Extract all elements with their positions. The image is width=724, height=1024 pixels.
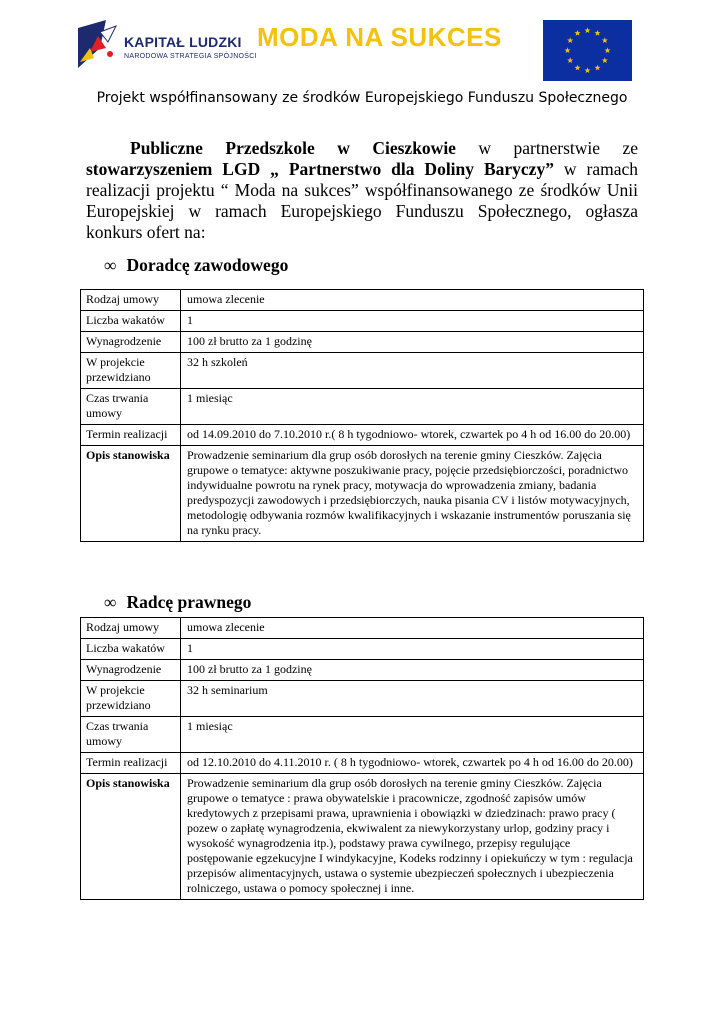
row-label: Termin realizacji <box>81 425 181 446</box>
project-name: MODA NA SUKCES <box>257 22 502 52</box>
row-value: umowa zlecenie <box>181 618 644 639</box>
table-row <box>81 425 644 446</box>
intro-partner: stowarzyszeniem LGD „ Partnerstwo dla Doliny Baryczy” <box>86 159 554 179</box>
table-row <box>81 389 644 425</box>
intro-paragraph <box>86 138 638 243</box>
section-title: Doradcę zawodowego <box>126 255 289 275</box>
logo-title: KAPITAŁ LUDZKI <box>124 34 242 50</box>
table-row <box>81 618 644 639</box>
row-value: od 14.09.2010 do 7.10.2010 r.( 8 h tygodniowo- wtorek, czwartek po 4 h od 16.00 do 20.00) <box>181 425 644 446</box>
row-label: W projekcie przewidziano <box>81 353 181 389</box>
table-row <box>81 446 644 542</box>
row-label: W projekcie przewidziano <box>81 681 181 717</box>
eu-flag-icon <box>543 20 632 81</box>
row-value: 100 zł brutto za 1 godzinę <box>181 660 644 681</box>
row-value: 1 <box>181 639 644 660</box>
offer-table-radca <box>80 617 644 900</box>
table-row <box>81 660 644 681</box>
row-value: 32 h szkoleń <box>181 353 644 389</box>
row-value: od 12.10.2010 do 4.11.2010 r. ( 8 h tygodniowo- wtorek, czwartek po 4 h od 16.00 do 20.00) <box>181 753 644 774</box>
row-label: Liczba wakatów <box>81 311 181 332</box>
section-title: Radcę prawnego <box>126 592 252 612</box>
table-row <box>81 353 644 389</box>
row-label: Czas trwania umowy <box>81 717 181 753</box>
intro-text-1: w partnerstwie ze <box>455 138 639 158</box>
row-label: Rodzaj umowy <box>81 290 181 311</box>
table-row <box>81 639 644 660</box>
row-value: 32 h seminarium <box>181 681 644 717</box>
table-row <box>81 681 644 717</box>
table-row <box>81 332 644 353</box>
cofinancing-subtitle: Projekt współfinansowany ze środków Europejskiego Funduszu Społecznego <box>96 90 628 106</box>
logo-subtitle: NARODOWA STRATEGIA SPÓJNOŚCI <box>124 53 257 60</box>
table-row <box>81 717 644 753</box>
table-row <box>81 311 644 332</box>
row-label: Opis stanowiska <box>81 446 181 542</box>
section-heading-doradca <box>104 255 288 276</box>
kapital-ludzki-logo <box>76 18 256 74</box>
row-value: Prowadzenie seminarium dla grup osób dorosłych na terenie gminy Cieszków. Zajęcia grupowe o tematyce : prawa obywatelskie i pracownicze, zgodność zapisów umów kredytowych z przepisami prawa, uprawnienia i obowiązki w dziedzinach: prawo pracy ( pozew o zapłatę wynagrodzenia, ekwiwalent za niewykorzystany urlop, godziny pracy i wysokość wynagrodzenia itp.), podstawy prawa cywilnego, przepisy regulujące postępowanie egzekucyjne I windykacyjne, Kodeks rodzinny i opiekuńczy w tym : regulacja przepisów alimentacyjnych, ustawa o systemie ubezpieczeń społecznych i ubezpieczenia rolniczego, ustawa o pomocy społecznej i inne. <box>181 774 644 900</box>
row-label: Wynagrodzenie <box>81 332 181 353</box>
row-value: umowa zlecenie <box>181 290 644 311</box>
infinity-bullet-icon: ∞ <box>104 255 117 275</box>
row-label: Termin realizacji <box>81 753 181 774</box>
table-row <box>81 753 644 774</box>
table-row <box>81 290 644 311</box>
page-header <box>0 0 724 106</box>
row-label: Wynagrodzenie <box>81 660 181 681</box>
intro-text-2: w ramach realizacji projektu “ Moda na sukces” współfinansowanego ze środków Unii Europejskiej w ramach Europejskiego Funduszu Społecznego, ogłasza konkurs ofert na: <box>86 159 638 242</box>
table-row <box>81 774 644 900</box>
row-value: 1 miesiąc <box>181 389 644 425</box>
row-value: Prowadzenie seminarium dla grup osób dorosłych na terenie gminy Cieszków. Zajęcia grupowe o tematyce: aktywne poszukiwanie pracy, pojęcie przedsiębiorczości, poradnictwo indywidualne powrotu na rynek pracy, motywacja do wprowadzenia zmiany, badania predyspozycji zawodowych i przedsiębiorczych, nauka pisania CV i listów motywacyjnych, metodologię odbywania rozmów kwalifikacyjnych i wskazanie instrumentów poruszania się na rynku pracy. <box>181 446 644 542</box>
section-heading-radca <box>104 592 251 613</box>
row-label: Liczba wakatów <box>81 639 181 660</box>
row-value: 1 <box>181 311 644 332</box>
row-value: 1 miesiąc <box>181 717 644 753</box>
row-label: Opis stanowiska <box>81 774 181 900</box>
offer-table-doradca <box>80 289 644 542</box>
intro-institution: Publiczne Przedszkole w Cieszkowie <box>130 138 456 158</box>
kapital-ludzki-star-icon <box>76 18 120 70</box>
row-label: Czas trwania umowy <box>81 389 181 425</box>
row-value: 100 zł brutto za 1 godzinę <box>181 332 644 353</box>
infinity-bullet-icon: ∞ <box>104 592 117 612</box>
row-label: Rodzaj umowy <box>81 618 181 639</box>
